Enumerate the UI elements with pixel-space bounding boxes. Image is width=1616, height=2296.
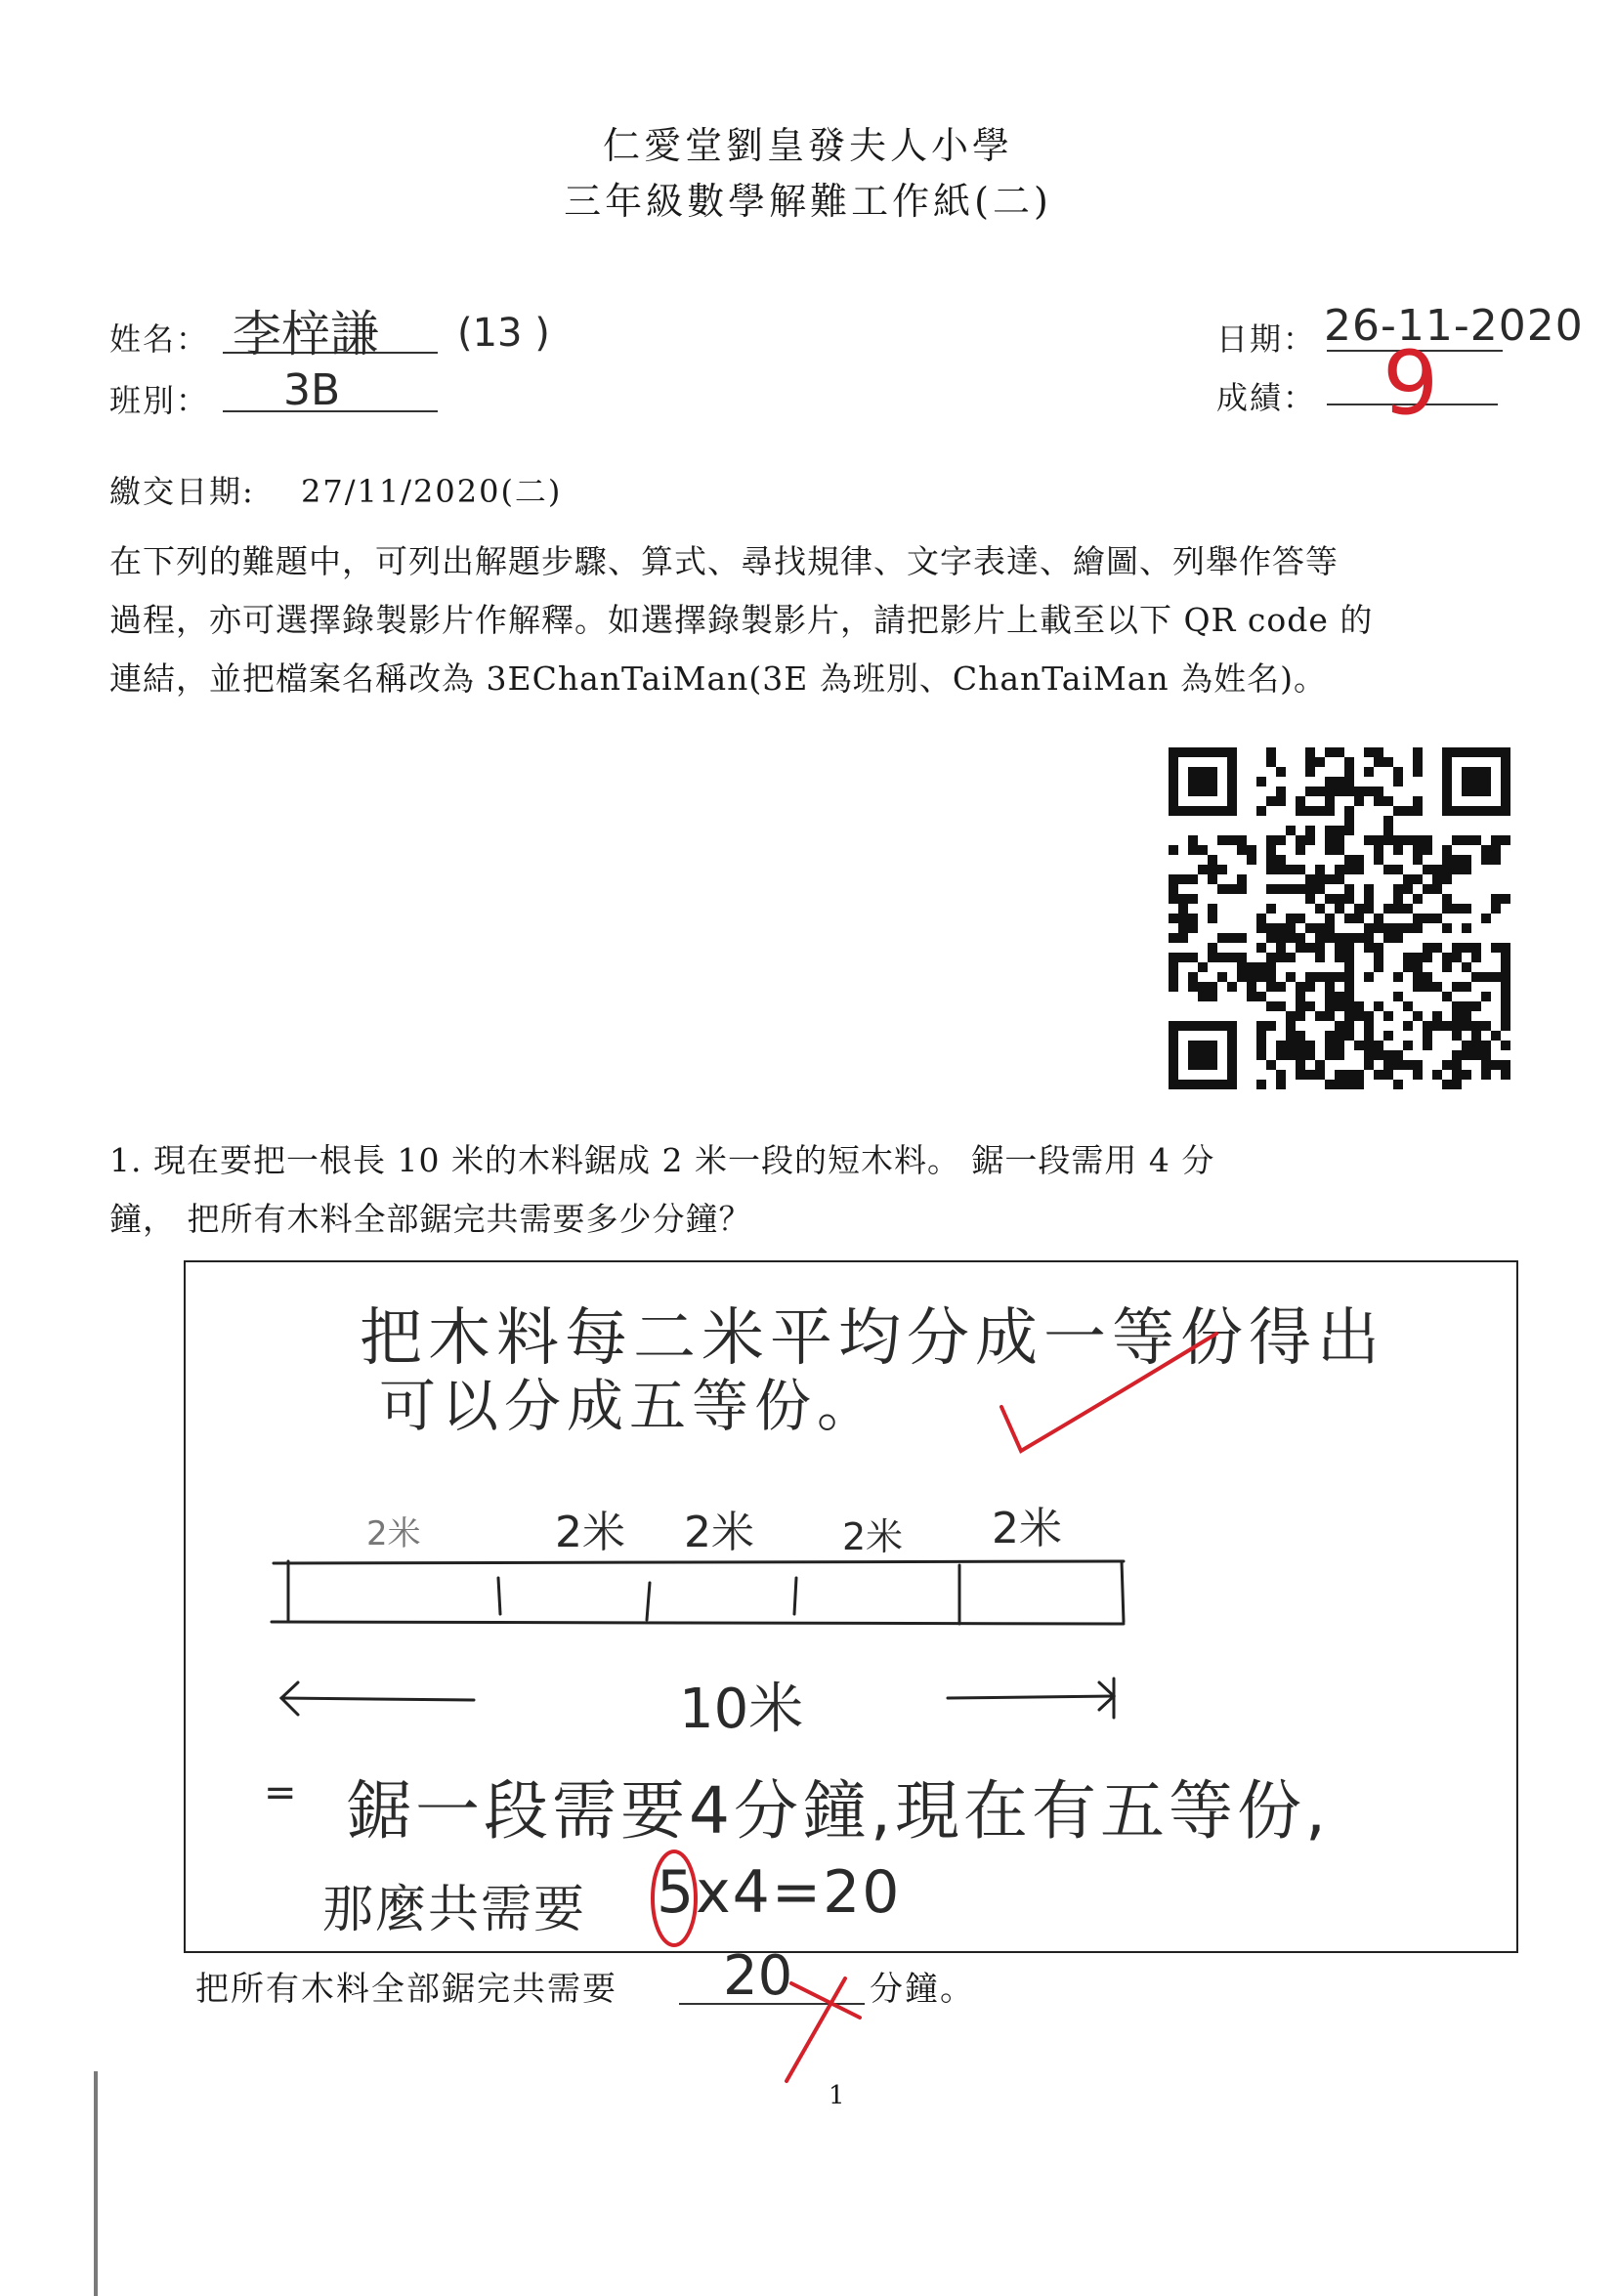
segment-label-5: 2米: [992, 1504, 1062, 1553]
class-label: 班別：: [109, 382, 210, 419]
page-number: 1: [829, 2081, 845, 2110]
name-label: 姓名：: [109, 320, 210, 358]
student-number: (13 ): [457, 311, 550, 356]
red-cross-mark: [772, 1954, 879, 2091]
submission-label: 繳交日期:: [109, 473, 255, 510]
answer-value: 20: [723, 1944, 793, 2008]
equals-mark: =: [264, 1770, 297, 1815]
question-line-2: 鐘， 把所有木料全部鋸完共需要多少分鐘？: [109, 1200, 752, 1238]
student-class: 3B: [283, 365, 341, 415]
school-name: 仁愛堂劉皇發夫人小學: [602, 124, 1013, 167]
segment-label-2: 2米: [555, 1508, 625, 1557]
check-mark-icon: [987, 1314, 1231, 1461]
question-number: 1.: [109, 1141, 143, 1179]
qr-code-image: [1169, 747, 1510, 1089]
segment-label-4: 2米: [842, 1515, 904, 1558]
working-line-3: 鋸一段需要4分鐘,現在有五等份,: [347, 1773, 1330, 1849]
instructions: [109, 532, 1536, 708]
answer-suffix: 分鐘。: [870, 1970, 975, 2009]
score-label: 成績：: [1216, 379, 1317, 416]
answer-prefix: 把所有木料全部鋸完共需要: [195, 1970, 617, 2009]
date-label: 日期：: [1216, 320, 1317, 358]
submission-date: 27/11/2020(二): [301, 473, 563, 510]
worksheet-title: 三年級數學解難工作紙(二): [564, 180, 1052, 223]
red-circle-mark: [645, 1845, 703, 1952]
instructions-line-2: 過程，亦可選擇錄製影片作解釋。如選擇錄製影片，請把影片上載至以下 QR code 的: [109, 601, 1374, 639]
segment-label-1: 2米: [366, 1514, 421, 1553]
segment-label-3: 2米: [684, 1508, 754, 1557]
instructions-line-3: 連結，並把檔案名稱改為 3EChanTaiMan(3E 為班別、ChanTaiMan 為姓名)。: [109, 659, 1328, 698]
scan-edge-mark: [94, 2071, 98, 2296]
length-label: 10米: [679, 1678, 804, 1741]
score-value: 9: [1382, 332, 1439, 435]
student-date: 26-11-2020: [1324, 301, 1584, 351]
working-line-4-expr: 5x4=20: [657, 1858, 902, 1927]
instructions-line-1: 在下列的難題中，可列出解題步驟、算式、尋找規律、文字表達、繪圖、列舉作答等: [109, 542, 1339, 580]
working-line-1: 把木料每二米平均分成一等份得出: [360, 1302, 1385, 1375]
working-line-4-prefix: 那麼共需要: [322, 1881, 587, 1939]
student-name: 李梓謙: [233, 306, 379, 362]
question-line-1: 現在要把一根長 10 米的木料鋸成 2 米一段的短木料。 鋸一段需用 4 分: [153, 1141, 1215, 1179]
working-line-2: 可以分成五等份。: [379, 1373, 880, 1439]
question-1: [109, 1131, 1536, 1249]
